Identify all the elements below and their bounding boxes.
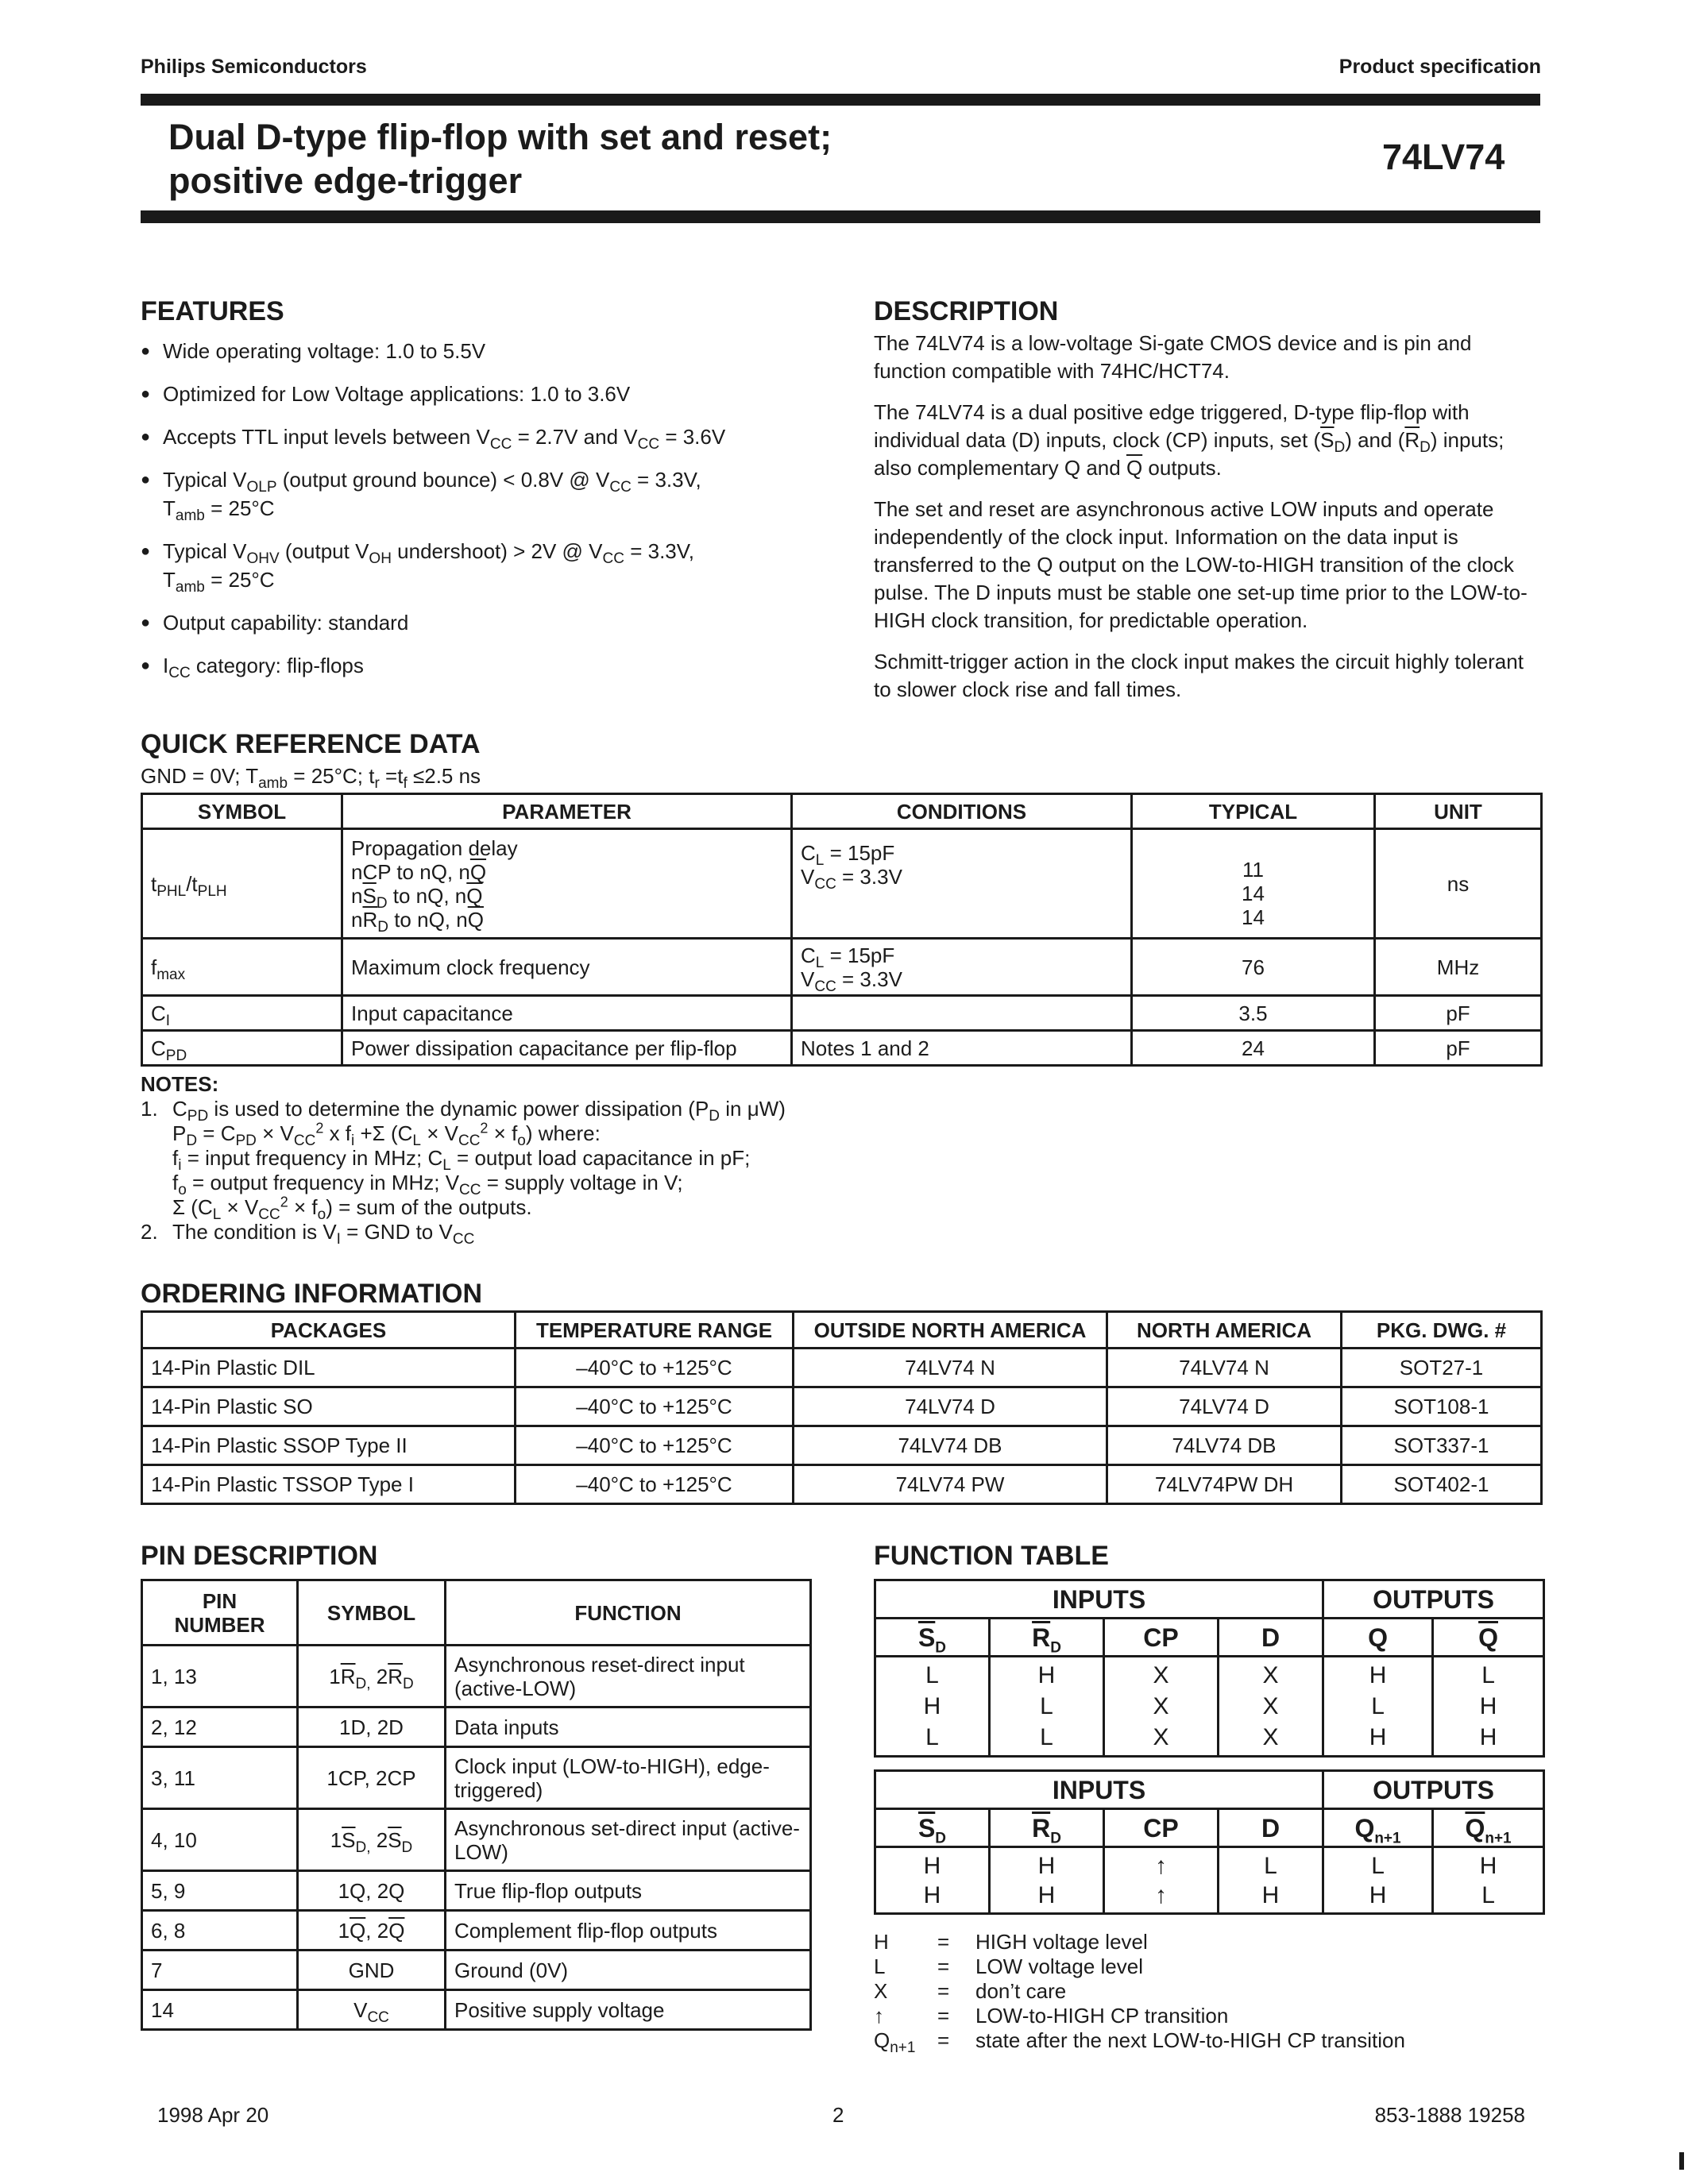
column-header: $\overline{R}_D$	[990, 1619, 1104, 1657]
temperature-cell: –40°C to +125°C	[516, 1465, 794, 1504]
unit-cell: pF	[1375, 1031, 1542, 1066]
pin-number-cell: 6, 8	[142, 1911, 298, 1951]
legend-row: H = HIGH voltage level	[874, 1930, 1148, 1954]
note-number: 2.	[141, 1220, 158, 1244]
symbol-cell: $1\overline{R}_{D,}$ $2\overline{R}_D$	[298, 1646, 446, 1707]
table-row	[142, 1349, 1542, 1387]
features-heading: FEATURES	[141, 296, 284, 326]
outside-na-cell: 74LV74 N	[794, 1349, 1107, 1387]
typical-cell: 76	[1132, 939, 1375, 996]
pin-description-table	[141, 1579, 812, 2031]
table-row	[142, 1031, 1542, 1066]
table-row	[875, 1657, 1544, 1757]
symbol-cell: $C_I$	[142, 996, 342, 1031]
column-header: TEMPERATURE RANGE	[516, 1312, 794, 1349]
column-header: NORTH AMERICA	[1107, 1312, 1342, 1349]
description-paragraph: The 74LV74 is a dual positive edge triggered, D-type flip-flop with individual data (D) inputs, clock (CP) inputs, set $(\overline{S}_D)$ and $(\overline{R}_D)$ inputs; also complementary Q and $\overline{Q}$ outputs.	[874, 400, 1505, 480]
description-body	[874, 330, 1541, 717]
package-cell: 14-Pin Plastic SO	[142, 1387, 516, 1426]
table-row	[142, 1465, 1542, 1504]
symbol-cell: $V_{CC}$	[298, 1990, 446, 2030]
corner-mark	[1679, 2152, 1684, 2170]
part-number: 74LV74	[1382, 137, 1505, 177]
function-cell: Data inputs	[446, 1707, 811, 1747]
legend-row: L = LOW voltage level	[874, 1954, 1143, 1978]
pin-number-cell: 3, 11	[142, 1747, 298, 1809]
column-header: CONDITIONS	[792, 794, 1132, 829]
outside-na-cell: 74LV74 DB	[794, 1426, 1107, 1465]
note-number: 1.	[141, 1097, 158, 1121]
function-cell: Complement flip-flop outputs	[446, 1911, 811, 1951]
symbol-cell: 1Q, 2Q	[298, 1871, 446, 1911]
column-header: $\overline{Q}$	[1433, 1619, 1544, 1657]
table-row	[142, 1387, 1542, 1426]
function-cell: Clock input (LOW-to-HIGH), edge-triggered)	[446, 1747, 811, 1809]
north-america-cell: 74LV74 D	[1107, 1387, 1342, 1426]
table-row	[142, 1747, 811, 1809]
unit-cell: MHz	[1375, 939, 1542, 996]
truth-cell: L H L	[875, 1657, 990, 1757]
truth-cell: L H H	[1433, 1657, 1544, 1757]
truth-cell: H L H	[1323, 1657, 1433, 1757]
pin-number-cell: 14	[142, 1990, 298, 2030]
truth-cell: H H	[990, 1847, 1104, 1914]
outside-na-cell: 74LV74 D	[794, 1387, 1107, 1426]
column-header: $\overline{S}_D$	[875, 1619, 990, 1657]
truth-cell: H L L	[990, 1657, 1104, 1757]
inputs-header: INPUTS	[875, 1771, 1323, 1809]
feature-item: ● $I_{CC}$ category: flip-flops	[141, 651, 800, 680]
column-header: $Q_{n+1}$	[1323, 1809, 1433, 1847]
features-list	[141, 337, 800, 694]
truth-cell: X X X	[1104, 1657, 1219, 1757]
notes	[141, 1072, 935, 1248]
table-row	[142, 996, 1542, 1031]
truth-cell: X X X	[1219, 1657, 1323, 1757]
function-cell: Asynchronous set-direct input (active-LOW)	[446, 1809, 811, 1871]
symbol-cell: 1CP, 2CP	[298, 1747, 446, 1809]
truth-cell: L H	[1323, 1847, 1433, 1914]
description-paragraph: The set and reset are asynchronous active LOW inputs and operate independently of the clock input. Information on the data input is transferred to the Q output on the LOW-to-HIGH transition of the clock pulse. The D inputs must be stable one set-up time prior to the LOW-to-HIGH clock transition, for predictable operation.	[874, 497, 1528, 632]
function-cell: True flip-flop outputs	[446, 1871, 811, 1911]
symbol-cell: 1D, 2D	[298, 1707, 446, 1747]
description-paragraph: The 74LV74 is a low-voltage Si-gate CMOS device and is pin and function compatible with 74HC/HCT74.	[874, 331, 1472, 383]
page-number: 2	[832, 2103, 844, 2127]
feature-item: ● Typical $V_{OHV}$ (output $V_{OH}$ undershoot) > 2V @ $V_{CC} = 3.3V$, $T_{amb} = 25^\circ C$	[141, 537, 800, 594]
unit-cell: ns	[1375, 829, 1542, 939]
table-row	[142, 1951, 811, 1990]
symbol-cell: $1\overline{S}_{D,}$ $2\overline{S}_D$	[298, 1809, 446, 1871]
pin-number-cell: 7	[142, 1951, 298, 1990]
legend-row: $Q_{n+1}$ = state after the next LOW-to-HIGH CP transition	[874, 2028, 1405, 2057]
column-header: CP	[1104, 1619, 1219, 1657]
table-row	[142, 1707, 811, 1747]
function-table-2	[874, 1769, 1545, 1915]
quick-ref-heading: QUICK REFERENCE DATA	[141, 729, 481, 759]
column-header: OUTSIDE NORTH AMERICA	[794, 1312, 1107, 1349]
temperature-cell: –40°C to +125°C	[516, 1349, 794, 1387]
table-row	[142, 1990, 811, 2030]
table-row	[142, 1809, 811, 1871]
function-table-legend	[874, 1930, 1541, 2057]
symbol-cell: GND	[298, 1951, 446, 1990]
function-table-1	[874, 1579, 1545, 1758]
ordering-table	[141, 1310, 1543, 1505]
table-row	[142, 1911, 811, 1951]
column-header: D	[1219, 1619, 1323, 1657]
column-header: FUNCTION	[446, 1580, 811, 1646]
table-row	[142, 829, 1542, 939]
column-header: CP	[1104, 1809, 1219, 1847]
pkg-dwg-cell: SOT402-1	[1342, 1465, 1542, 1504]
column-header: PARAMETER	[342, 794, 792, 829]
pkg-dwg-cell: SOT337-1	[1342, 1426, 1542, 1465]
package-cell: 14-Pin Plastic DIL	[142, 1349, 516, 1387]
column-header: PIN NUMBER	[142, 1580, 298, 1646]
title-rule	[141, 210, 1540, 223]
notes-heading: NOTES:	[141, 1072, 219, 1096]
package-cell: 14-Pin Plastic TSSOP Type I	[142, 1465, 516, 1504]
conditions-cell: Notes 1 and 2	[792, 1031, 1132, 1066]
table-row	[142, 939, 1542, 996]
north-america-cell: 74LV74 N	[1107, 1349, 1342, 1387]
truth-cell: L H	[1219, 1847, 1323, 1914]
typical-cell: 24	[1132, 1031, 1375, 1066]
parameter-cell: Maximum clock frequency	[342, 939, 792, 996]
feature-item: ● Wide operating voltage: 1.0 to 5.5V	[141, 337, 800, 365]
north-america-cell: 74LV74 DB	[1107, 1426, 1342, 1465]
typical-cell: 11 14 14	[1132, 829, 1375, 939]
feature-item: ● Accepts TTL input levels between $V_{CC} = 2.7V$ and $V_{CC} = 3.6V$	[141, 423, 800, 451]
pkg-dwg-cell: SOT27-1	[1342, 1349, 1542, 1387]
parameter-cell: Propagation delay nCP to nQ, $n\overline{Q}$ $n\overline{S}_D$ to nQ, $n\overline{Q}$ $n\overline{R}_D$ to nQ, $n\overline{Q}$	[342, 829, 792, 939]
truth-cell: H H	[875, 1847, 990, 1914]
symbol-cell: $1\overline{Q}$, $2\overline{Q}$	[298, 1911, 446, 1951]
temperature-cell: –40°C to +125°C	[516, 1426, 794, 1465]
feature-item: ● Optimized for Low Voltage applications: 1.0 to 3.6V	[141, 380, 800, 408]
title-line-1: Dual D-type flip-flop with set and reset;	[168, 117, 832, 157]
symbol-cell: $C_{PD}$	[142, 1031, 342, 1066]
column-header: TYPICAL	[1132, 794, 1375, 829]
description-heading: DESCRIPTION	[874, 296, 1059, 326]
parameter-cell: Input capacitance	[342, 996, 792, 1031]
table-row	[142, 1871, 811, 1911]
page-title	[168, 115, 832, 203]
outputs-header: OUTPUTS	[1323, 1771, 1544, 1809]
ordering-heading: ORDERING INFORMATION	[141, 1279, 483, 1309]
pin-number-cell: 2, 12	[142, 1707, 298, 1747]
symbol-cell: $t_{PHL}/t_{PLH}$	[142, 829, 342, 939]
pin-description-heading: PIN DESCRIPTION	[141, 1541, 378, 1571]
typical-cell: 3.5	[1132, 996, 1375, 1031]
function-cell: Positive supply voltage	[446, 1990, 811, 2030]
outside-na-cell: 74LV74 PW	[794, 1465, 1107, 1504]
column-header: PKG. DWG. #	[1342, 1312, 1542, 1349]
pin-number-cell: 1, 13	[142, 1646, 298, 1707]
quick-ref-conditions: GND = 0V; $T_{amb} = 25^\circ C$; $t_r =t_f \le 2.5$ ns	[141, 764, 481, 793]
parameter-cell: Power dissipation capacitance per flip-flop	[342, 1031, 792, 1066]
outputs-header: OUTPUTS	[1323, 1580, 1544, 1619]
table-row	[142, 1646, 811, 1707]
column-header: Q	[1323, 1619, 1433, 1657]
conditions-cell	[792, 996, 1132, 1031]
legend-row: ↑ = LOW-to-HIGH CP transition	[874, 2004, 1229, 2028]
function-cell: Asynchronous reset-direct input (active-LOW)	[446, 1646, 811, 1707]
description-paragraph: Schmitt-trigger action in the clock input makes the circuit highly tolerant to slower clock rise and fall times.	[874, 650, 1524, 701]
column-header: SYMBOL	[298, 1580, 446, 1646]
pkg-dwg-cell: SOT108-1	[1342, 1387, 1542, 1426]
legend-row: X = don’t care	[874, 1979, 1067, 2003]
pin-number-cell: 5, 9	[142, 1871, 298, 1911]
truth-cell: ↑ ↑	[1104, 1847, 1219, 1914]
doc-type: Product specification	[1338, 56, 1541, 78]
column-header: UNIT	[1375, 794, 1542, 829]
table-row	[875, 1847, 1544, 1914]
note-2: 2. The condition is $V_I$ = GND to $V_{CC}$	[141, 1220, 475, 1248]
feature-item: ● Output capability: standard	[141, 608, 800, 637]
quick-ref-table	[141, 793, 1543, 1067]
table-row	[142, 1426, 1542, 1465]
column-header: $\overline{R}_D$	[990, 1809, 1104, 1847]
top-rule	[141, 94, 1540, 106]
feature-item: ● Typical $V_{OLP}$ (output ground bounce) < 0.8V @ $V_{CC} = 3.3V$, $T_{amb} = 25^\circ C$	[141, 465, 800, 523]
pin-number-cell: 4, 10	[142, 1809, 298, 1871]
package-cell: 14-Pin Plastic SSOP Type II	[142, 1426, 516, 1465]
column-header: PACKAGES	[142, 1312, 516, 1349]
symbol-cell: $f_{max}$	[142, 939, 342, 996]
north-america-cell: 74LV74PW DH	[1107, 1465, 1342, 1504]
column-header: $\overline{S}_D$	[875, 1809, 990, 1847]
function-cell: Ground (0V)	[446, 1951, 811, 1990]
column-header: D	[1219, 1809, 1323, 1847]
column-header: $\overline{Q}_{n+1}$	[1433, 1809, 1544, 1847]
conditions-cell: $C_L = 15pF$ $V_{CC} = 3.3V$	[792, 829, 1132, 939]
temperature-cell: –40°C to +125°C	[516, 1387, 794, 1426]
column-header: SYMBOL	[142, 794, 342, 829]
unit-cell: pF	[1375, 996, 1542, 1031]
truth-cell: H L	[1433, 1847, 1544, 1914]
footer-doc-code: 853-1888 19258	[1374, 2103, 1525, 2127]
title-line-2: positive edge-trigger	[168, 160, 523, 201]
inputs-header: INPUTS	[875, 1580, 1323, 1619]
company-name: Philips Semiconductors	[141, 56, 367, 78]
conditions-cell: $C_L = 15pF$ $V_{CC} = 3.3V$	[792, 939, 1132, 996]
footer-date: 1998 Apr 20	[157, 2103, 269, 2127]
function-table-heading: FUNCTION TABLE	[874, 1541, 1109, 1571]
note-1: 1. $C_{PD}$ is used to determine the dynamic power dissipation ($P_D$ in μW) $P_D = C_{PD} \times V_{CC}^2$ x $f_i +\Sigma$ $(C_L \times V_{CC}^2 \times f_o)$ where: $f_i$ = input frequency in MHz; $C_L$ = output load capacitance in pF; $f_o$ = output frequency in MHz; $V_{CC}$ = supply voltage in V; Σ $(C_L \times V_{CC}^2 \times f_o)$ = sum of the outputs.	[141, 1097, 786, 1224]
